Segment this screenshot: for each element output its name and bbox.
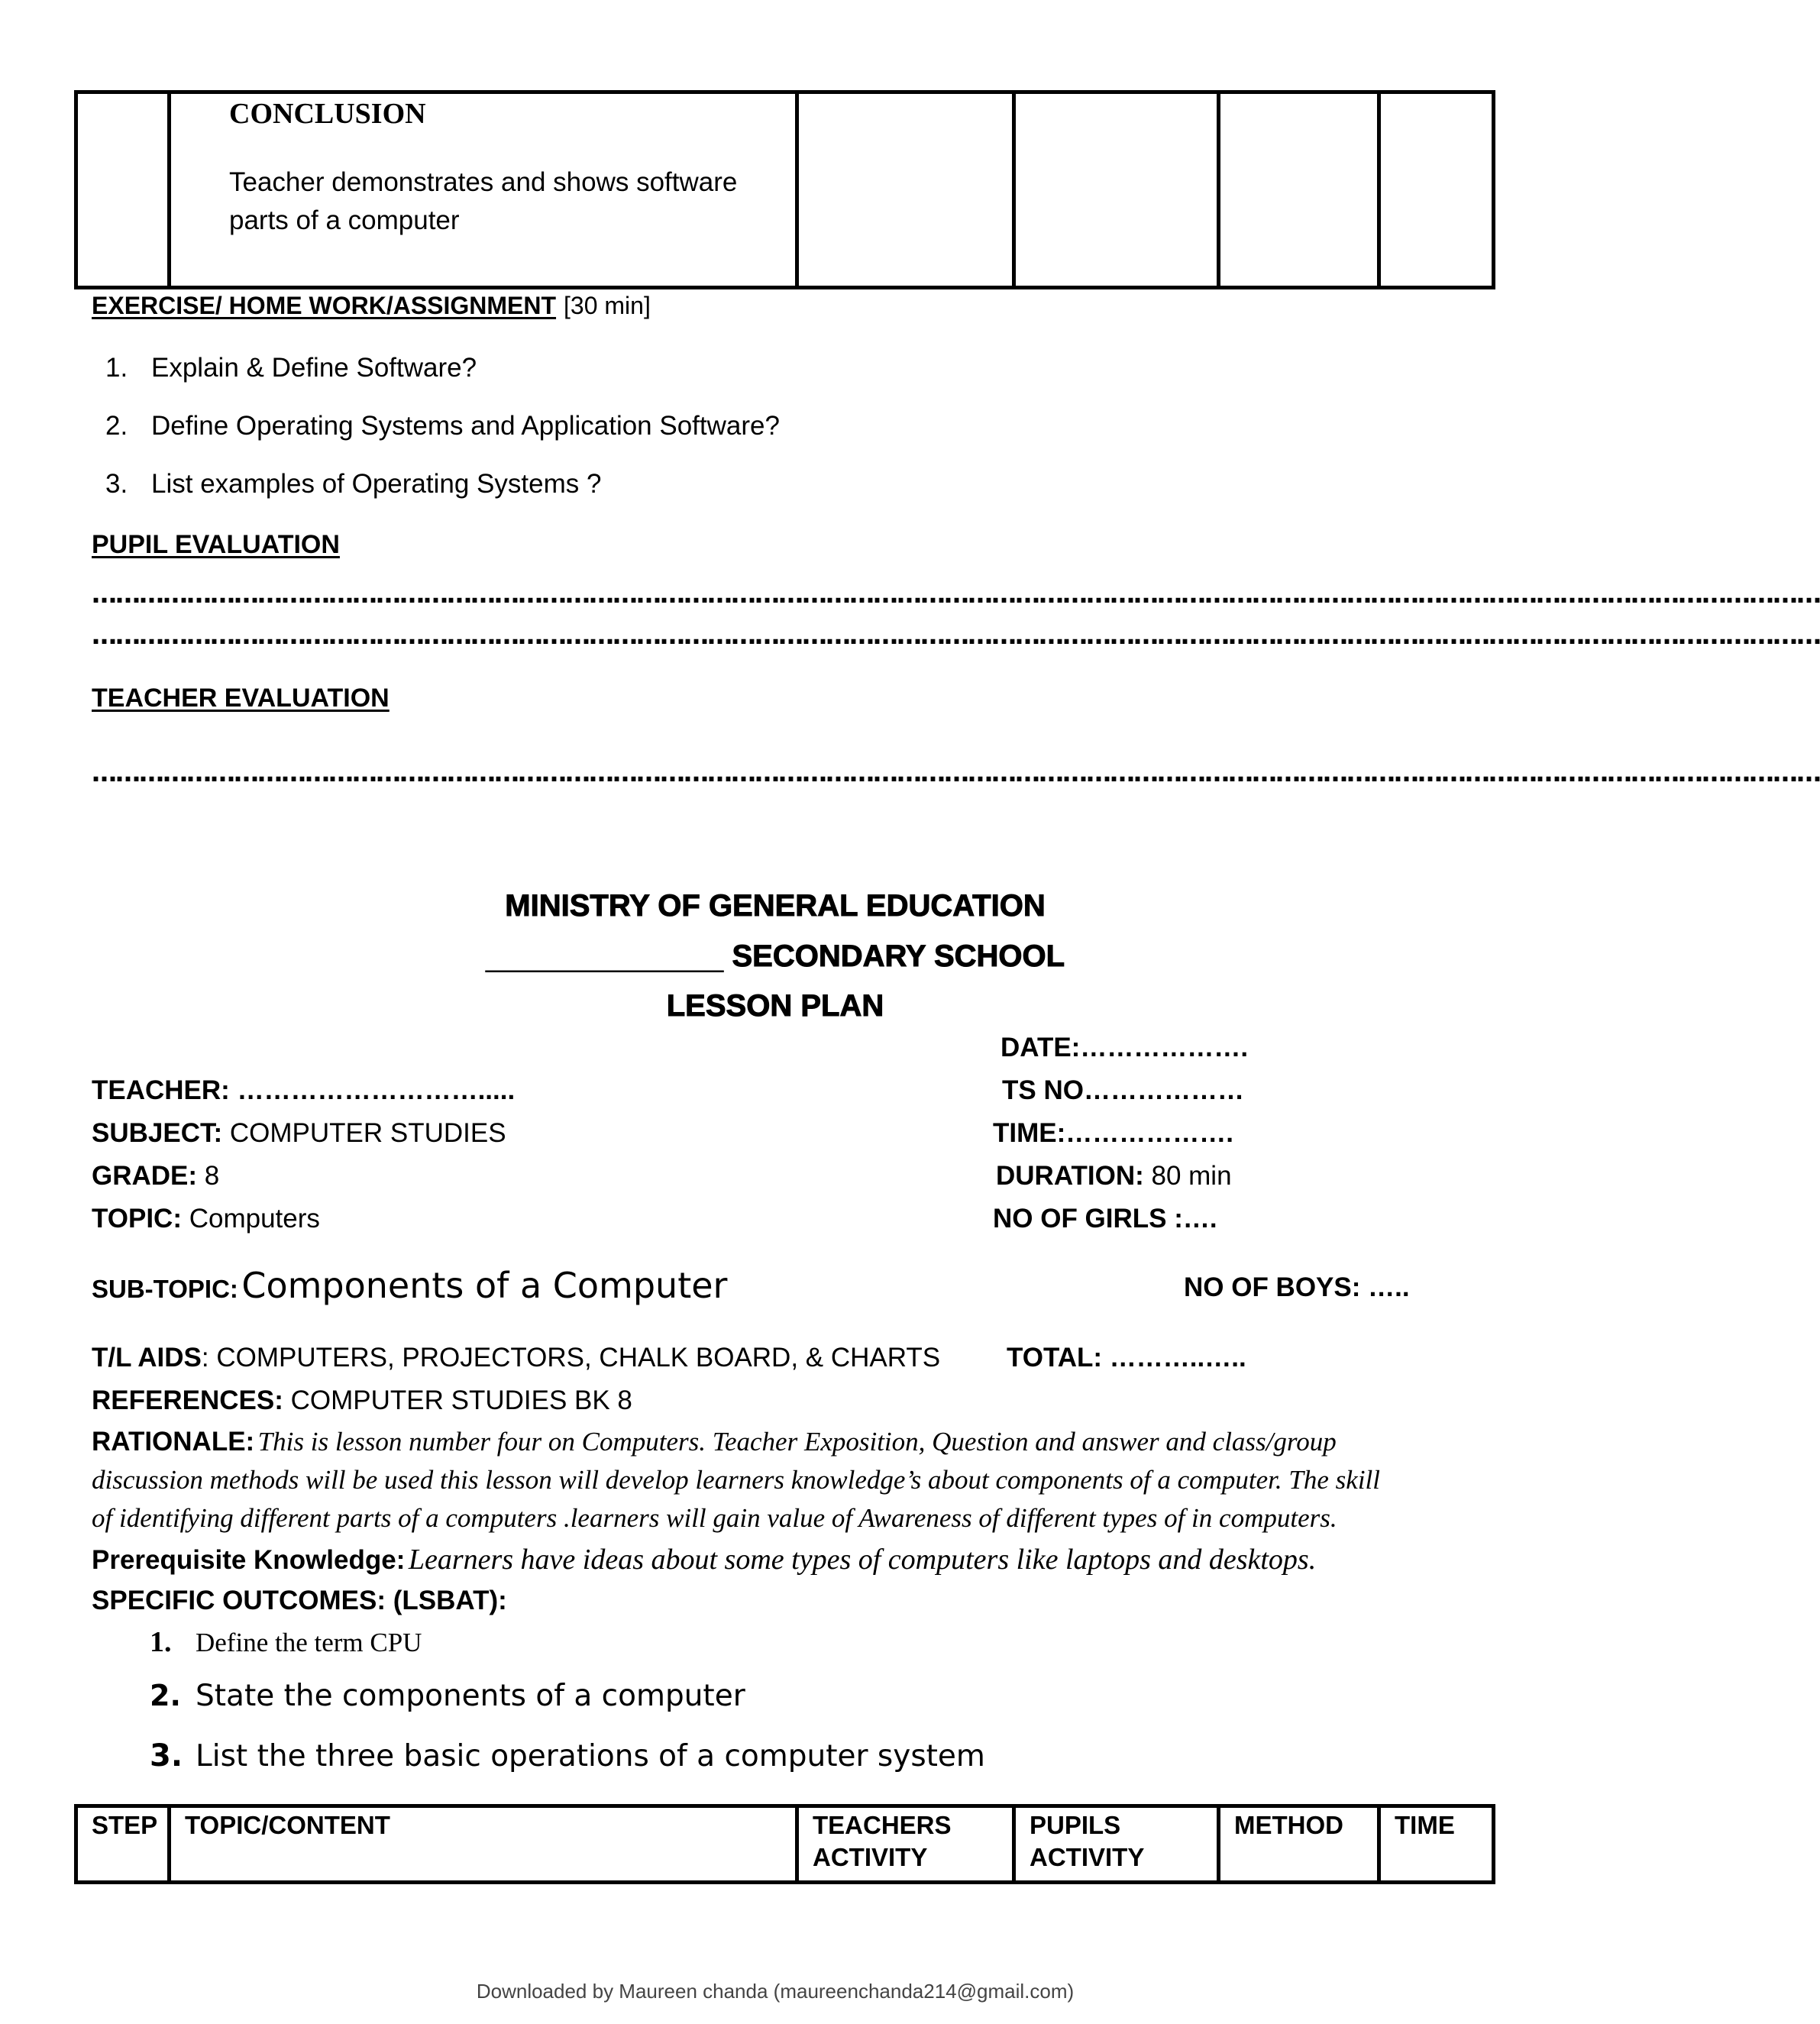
teachers-cell [797, 92, 1014, 288]
conclusion-table [74, 90, 1495, 289]
header-time: TIME [1379, 1806, 1494, 1883]
subject-field: SUBJECT: COMPUTER STUDIES [92, 1118, 506, 1148]
lesson-steps-table [74, 1804, 1495, 1884]
content-cell [170, 92, 797, 288]
method-cell [1219, 92, 1379, 288]
list-item: 3. List examples of Operating Systems ? [105, 469, 602, 499]
dotted-line: ………………………………………………………………………………………………………………………………………………………………………………………………… [92, 620, 1820, 650]
outcomes-title: SPECIFIC OUTCOMES: (LSBAT): [92, 1586, 507, 1615]
grade-field: GRADE: 8 [92, 1161, 220, 1191]
list-item: 3. List the three basic operations of a computer system [150, 1738, 985, 1773]
lesson-plan-title: LESSON PLAN [666, 989, 884, 1023]
rationale-line-2: discussion methods will be used this lesson will develop learners knowledge’s about components of a computer. The skill [92, 1465, 1380, 1495]
exercise-title: EXERCISE/ HOME WORK/ASSIGNMENT [92, 292, 557, 319]
header-method: METHOD [1219, 1806, 1379, 1883]
ts-no-field: TS NO……………… [1002, 1075, 1244, 1105]
teacher-evaluation-title: TEACHER EVALUATION [92, 684, 390, 713]
conclusion-line-2: parts of a computer [229, 205, 460, 235]
total-field: TOTAL: ………..….. [1007, 1343, 1246, 1373]
aids-field: T/L AIDS: COMPUTERS, PROJECTORS, CHALK BOARD, & CHARTS [92, 1343, 941, 1373]
header-teachers-activity: TEACHERS ACTIVITY [797, 1806, 1014, 1883]
girls-field: NO OF GIRLS :…. [993, 1204, 1217, 1233]
rationale-line-1: RATIONALE: This is lesson number four on Computers. Teacher Exposition, Question and answer and class/group [92, 1427, 1337, 1457]
list-item: 2. Define Operating Systems and Application Software? [105, 411, 780, 441]
prerequisite-field: Prerequisite Knowledge: Learners have ideas about some types of computers like laptops and desktops. [92, 1544, 1317, 1576]
pupil-evaluation-title: PUPIL EVALUATION [92, 530, 340, 559]
dotted-line: ………………………………………………………………………………………………………………………………………………………………………………………………… [92, 758, 1820, 787]
date-field: DATE:………………. [1001, 1033, 1249, 1062]
list-item: 1. Explain & Define Software? [105, 353, 477, 383]
school-label: SECONDARY SCHOOL [732, 939, 1065, 973]
boys-field: NO OF BOYS: ….. [1184, 1272, 1410, 1302]
school-name-blank: ______________ [485, 939, 724, 973]
download-footer: Downloaded by Maureen chanda (maureenchanda214@gmail.com) [476, 1980, 1075, 2003]
teacher-field: TEACHER: ………………………..... [92, 1075, 516, 1105]
subtopic-field: SUB-TOPIC: Components of a Computer [92, 1265, 728, 1306]
conclusion-heading: CONCLUSION [229, 98, 426, 130]
step-cell [76, 92, 170, 288]
rationale-line-3: of identifying different parts of a computers .learners will gain value of Awareness of different types of in computers. [92, 1503, 1337, 1533]
pupils-cell [1014, 92, 1219, 288]
ministry-title: MINISTRY OF GENERAL EDUCATION [505, 889, 1046, 923]
exercise-duration: [30 min] [564, 292, 651, 319]
header-topic: TOPIC/CONTENT [170, 1806, 797, 1883]
list-item: 1. Define the term CPU [150, 1626, 422, 1658]
topic-field: TOPIC: Computers [92, 1204, 320, 1233]
header-pupils-activity: PUPILS ACTIVITY [1014, 1806, 1219, 1883]
time-cell [1379, 92, 1494, 288]
school-title [0, 939, 1550, 974]
header-step: STEP [76, 1806, 170, 1883]
duration-field: DURATION: 80 min [996, 1161, 1232, 1191]
list-item: 2. State the components of a computer [150, 1679, 745, 1713]
references-field: REFERENCES: COMPUTER STUDIES BK 8 [92, 1385, 632, 1415]
time-field: TIME:………………. [993, 1118, 1233, 1148]
conclusion-line-1: Teacher demonstrates and shows software [229, 167, 738, 197]
dotted-line: ………………………………………………………………………………………………………………………………………………………………………………………………… [92, 579, 1820, 609]
